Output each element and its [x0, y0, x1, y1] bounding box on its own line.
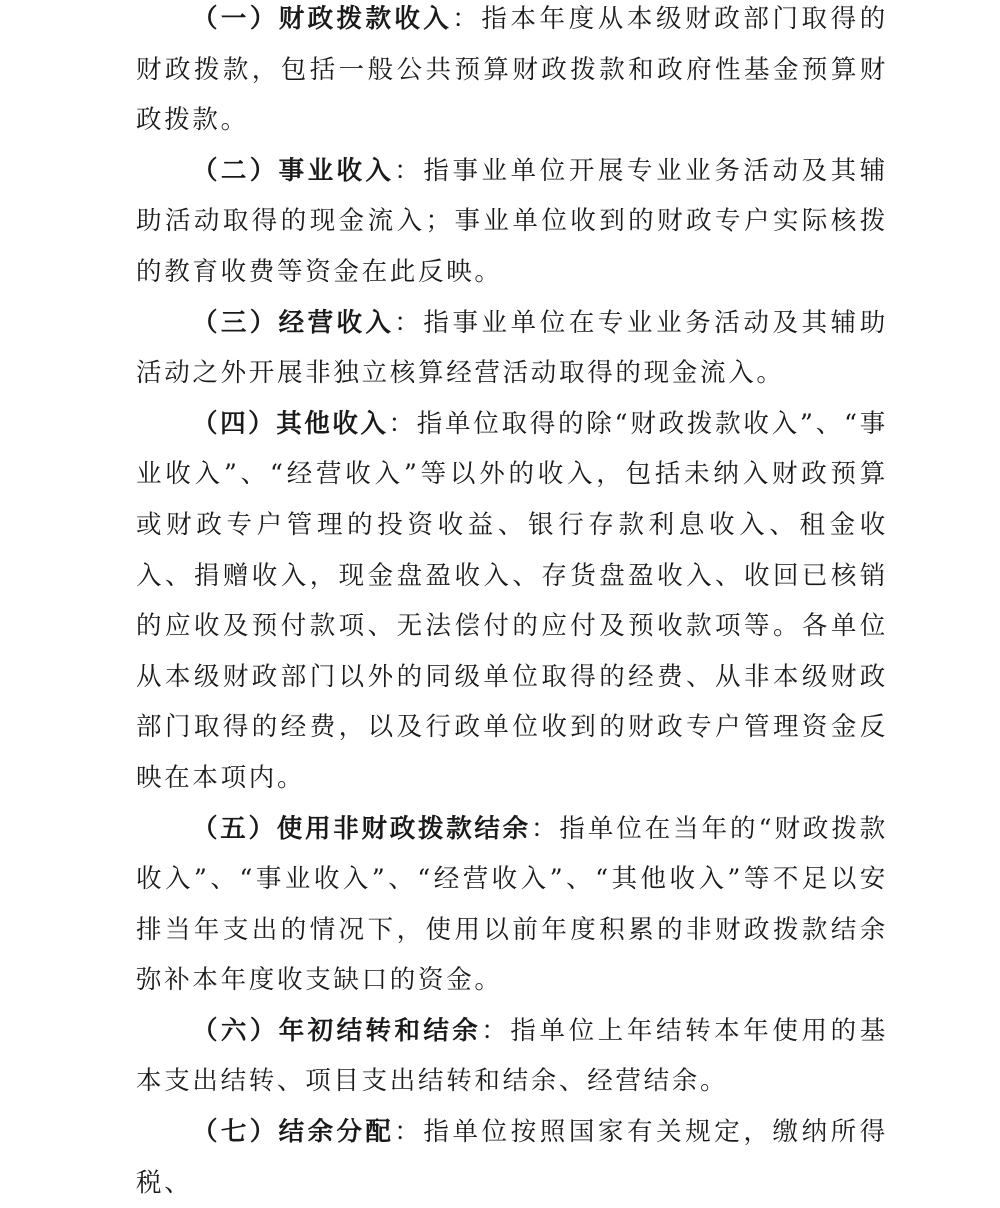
paragraph-balance-distribution [136, 1107, 888, 1208]
definition-text: ：指单位取得的除“财政拨款收入”、“事业收入”、“经营收入”等以外的收入，包括未纳入财政预算或财政专户管理的投资收益、银行存款利息收入、租金收入、捐赠收入，现金盘盈收入、存货盘盈收入、收回已核销的应收及预付款项、无法偿付的应付及预收款项等。各单位从本级财政部门以外的同级单位取得的经费、从非本级财政部门取得的经费，以及行政单位收到的财政专户管理资金反映在本项内。 [136, 408, 888, 793]
definition-text: ：指单位按照国家有关规定，缴纳所得税、 [136, 1117, 888, 1198]
paragraph-beginning-carryover [136, 1006, 888, 1107]
term-heading: （四）其他收入 [192, 408, 389, 439]
paragraph-operating-income [136, 298, 888, 399]
paragraph-fiscal-appropriation-income [136, 0, 888, 146]
paragraph-use-of-non-fiscal-balance [136, 804, 888, 1006]
definition-text: ：指本年度从本级财政部门取得的财政拨款，包括一般公共预算财政拨款和政府性基金预算财政拨款。 [136, 4, 888, 136]
paragraph-other-income [136, 399, 888, 804]
document-body [136, 0, 888, 1208]
term-heading: （三）经营收入 [192, 307, 395, 338]
definition-text: ：指单位在当年的“财政拨款收入”、“事业收入”、“经营收入”、“其他收入”等不足以安排当年支出的情况下，使用以前年度积累的非财政拨款结余弥补本年度收支缺口的资金。 [136, 813, 888, 996]
term-heading: （一）财政拨款收入 [192, 4, 453, 34]
term-heading: （七）结余分配 [192, 1117, 395, 1148]
paragraph-business-income [136, 146, 888, 298]
definition-text: ：指单位上年结转本年使用的基本支出结转、项目支出结转和结余、经营结余。 [136, 1015, 888, 1097]
definition-text: ：指事业单位在专业业务活动及其辅助活动之外开展非独立核算经营活动取得的现金流入。 [136, 307, 888, 389]
term-heading: （五）使用非财政拨款结余 [192, 813, 531, 844]
term-heading: （六）年初结转和结余 [192, 1015, 482, 1046]
definition-text: ：指事业单位开展专业业务活动及其辅助活动取得的现金流入；事业单位收到的财政专户实际核拨的教育收费等资金在此反映。 [136, 155, 888, 287]
term-heading: （二）事业收入 [192, 155, 395, 186]
